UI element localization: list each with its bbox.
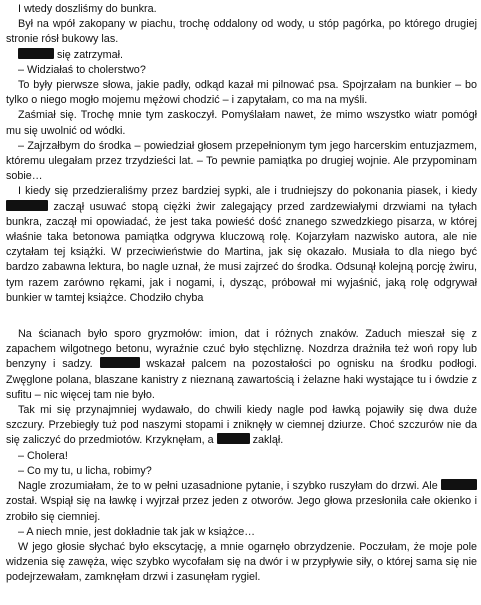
section-gap [6,306,477,327]
paragraph [6,327,477,403]
redacted-name [18,48,54,59]
text-section-1 [6,2,477,306]
redacted-name [441,479,477,490]
paragraph-text: zaklął. [249,434,284,447]
paragraph-text: zaczął usuwać stopą ciężki żwir zalegający przed zardzewiałymi drzwiami na tyłach bunkra, zaczął mi opowiadać, że jest taka powieść dość znanego szwedzkiego pisarza, w której właśnie taka betonowa pamiątka odgrywa kluczową rolę. Kojarzyłam nazwisko autora, ale nie czytałam tej książki. W przeciwieństwie do Martina, jak się okazało. Musiała to dla niego być bardzo zabawna lektura, bo nagle uznał, że musi zajrzeć do środka. Odsunął kolejną porcję żwiru, tym razem zarówno rękami, jak i nogami, i, dysząc, próbował mi wyjaśnić, jaką rolę odgrywał bunkier w tamtej książce. Chodziło chyba [6,200,477,304]
paragraph-text: Był na wpół zakopany w piachu, trochę oddalony od wody, u stóp pagórka, po którego drugiej stronie rósł bukowy las. [6,18,477,46]
paragraph-text: został. Wspiął się na ławkę i wyjrzał przez jeden z otworów. Jego głowa przesłoniła całe okienko i zrobiło się ciemniej. [6,495,477,523]
paragraph-text: – Zajrzałbym do środka – powiedział głosem przepełnionym tym jego harcerskim entuzjazmem, któremu ulegałam przez trzydzieści lat. – To pewnie pamiątka po drugiej wojnie. Ale przypominam sobie… [6,139,477,183]
paragraph [6,464,477,479]
paragraph-text: Tak mi się przynajmniej wydawało, do chwili kiedy nagle pod ławką pojawiły się dwa duże szczury. Przebiegły tuż pod naszymi stopami i zniknęły w ciemnej dziurze. Choć szczurów nie da się zaliczyć do przedmiotów. Krzyknęłam, a [6,404,477,447]
paragraph-text: – A niech mnie, jest dokładnie tak jak w książce… [18,525,256,538]
paragraph [6,17,477,47]
paragraph-text: – Widziałaś to cholerstwo? [18,63,146,76]
redacted-name [100,357,140,368]
paragraph-text: wskazał palcem na pozostałości po ognisku na środku podłogi. Zwęglone polana, blaszane kanistry z nieznaną zawartością i żelazne haki wystające tu i ówdzie z sufitu – nic więcej tam nie było. [6,358,478,401]
paragraph [6,184,477,306]
paragraph-text: – Cholera! [18,449,68,462]
redacted-name [217,433,250,444]
paragraph [6,479,477,525]
paragraph-text: I kiedy się przedzieraliśmy przez bardziej sypki, ale i trudniejszy do pokonania piasek, i kiedy [18,185,477,198]
paragraph-text: To były pierwsze słowa, jakie padły, odkąd kazał mi pilnować psa. Spojrzałam na bunkier – bo tylko o niego mogło mojemu mężowi chodzić – i zapytałam, co ma na myśli. [6,79,477,107]
paragraph [6,48,477,63]
redacted-name [6,200,48,211]
paragraph-text: się zatrzymał. [54,48,123,61]
paragraph [6,403,477,449]
paragraph [6,540,477,586]
paragraph [6,78,477,108]
paragraph [6,525,477,540]
text-section-2 [6,327,477,585]
paragraph-text: Na ścianach było sporo gryzmołów: imion, dat i różnych znaków. Zaduch mieszał się z zapachem wilgotnego betonu, wyraźnie czuć było stęchliznę. Nozdrza drażniła też woń ropy lub benzyny i sadzy. [6,328,477,371]
paragraph-text: I wtedy doszliśmy do bunkra. [18,3,157,15]
paragraph [6,139,477,185]
paragraph-text: Zaśmiał się. Trochę mnie tym zaskoczył. Pomyślałam nawet, że mimo wszystko wiatr pomógł mu się uwolnić od wódki. [6,109,477,137]
paragraph-text: Nagle zrozumiałam, że to w pełni uzasadnione pytanie, i szybko ruszyłam do drzwi. Ale [18,480,441,493]
paragraph [6,63,477,78]
paragraph-text: W jego głosie słychać było ekscytację, a mnie ogarnęło obrzydzenie. Poczułam, że moje pole widzenia się zawęża, więc szybko wycofałam się na dwór i w przypływie siły, o której sama się nie podejrzewałam, zamknęłam drzwi i zasunęłam rygiel. [6,540,477,584]
document-page [6,2,477,586]
paragraph-text: – Co my tu, u licha, robimy? [18,464,152,477]
paragraph [6,2,477,17]
paragraph [6,449,477,464]
paragraph [6,108,477,138]
